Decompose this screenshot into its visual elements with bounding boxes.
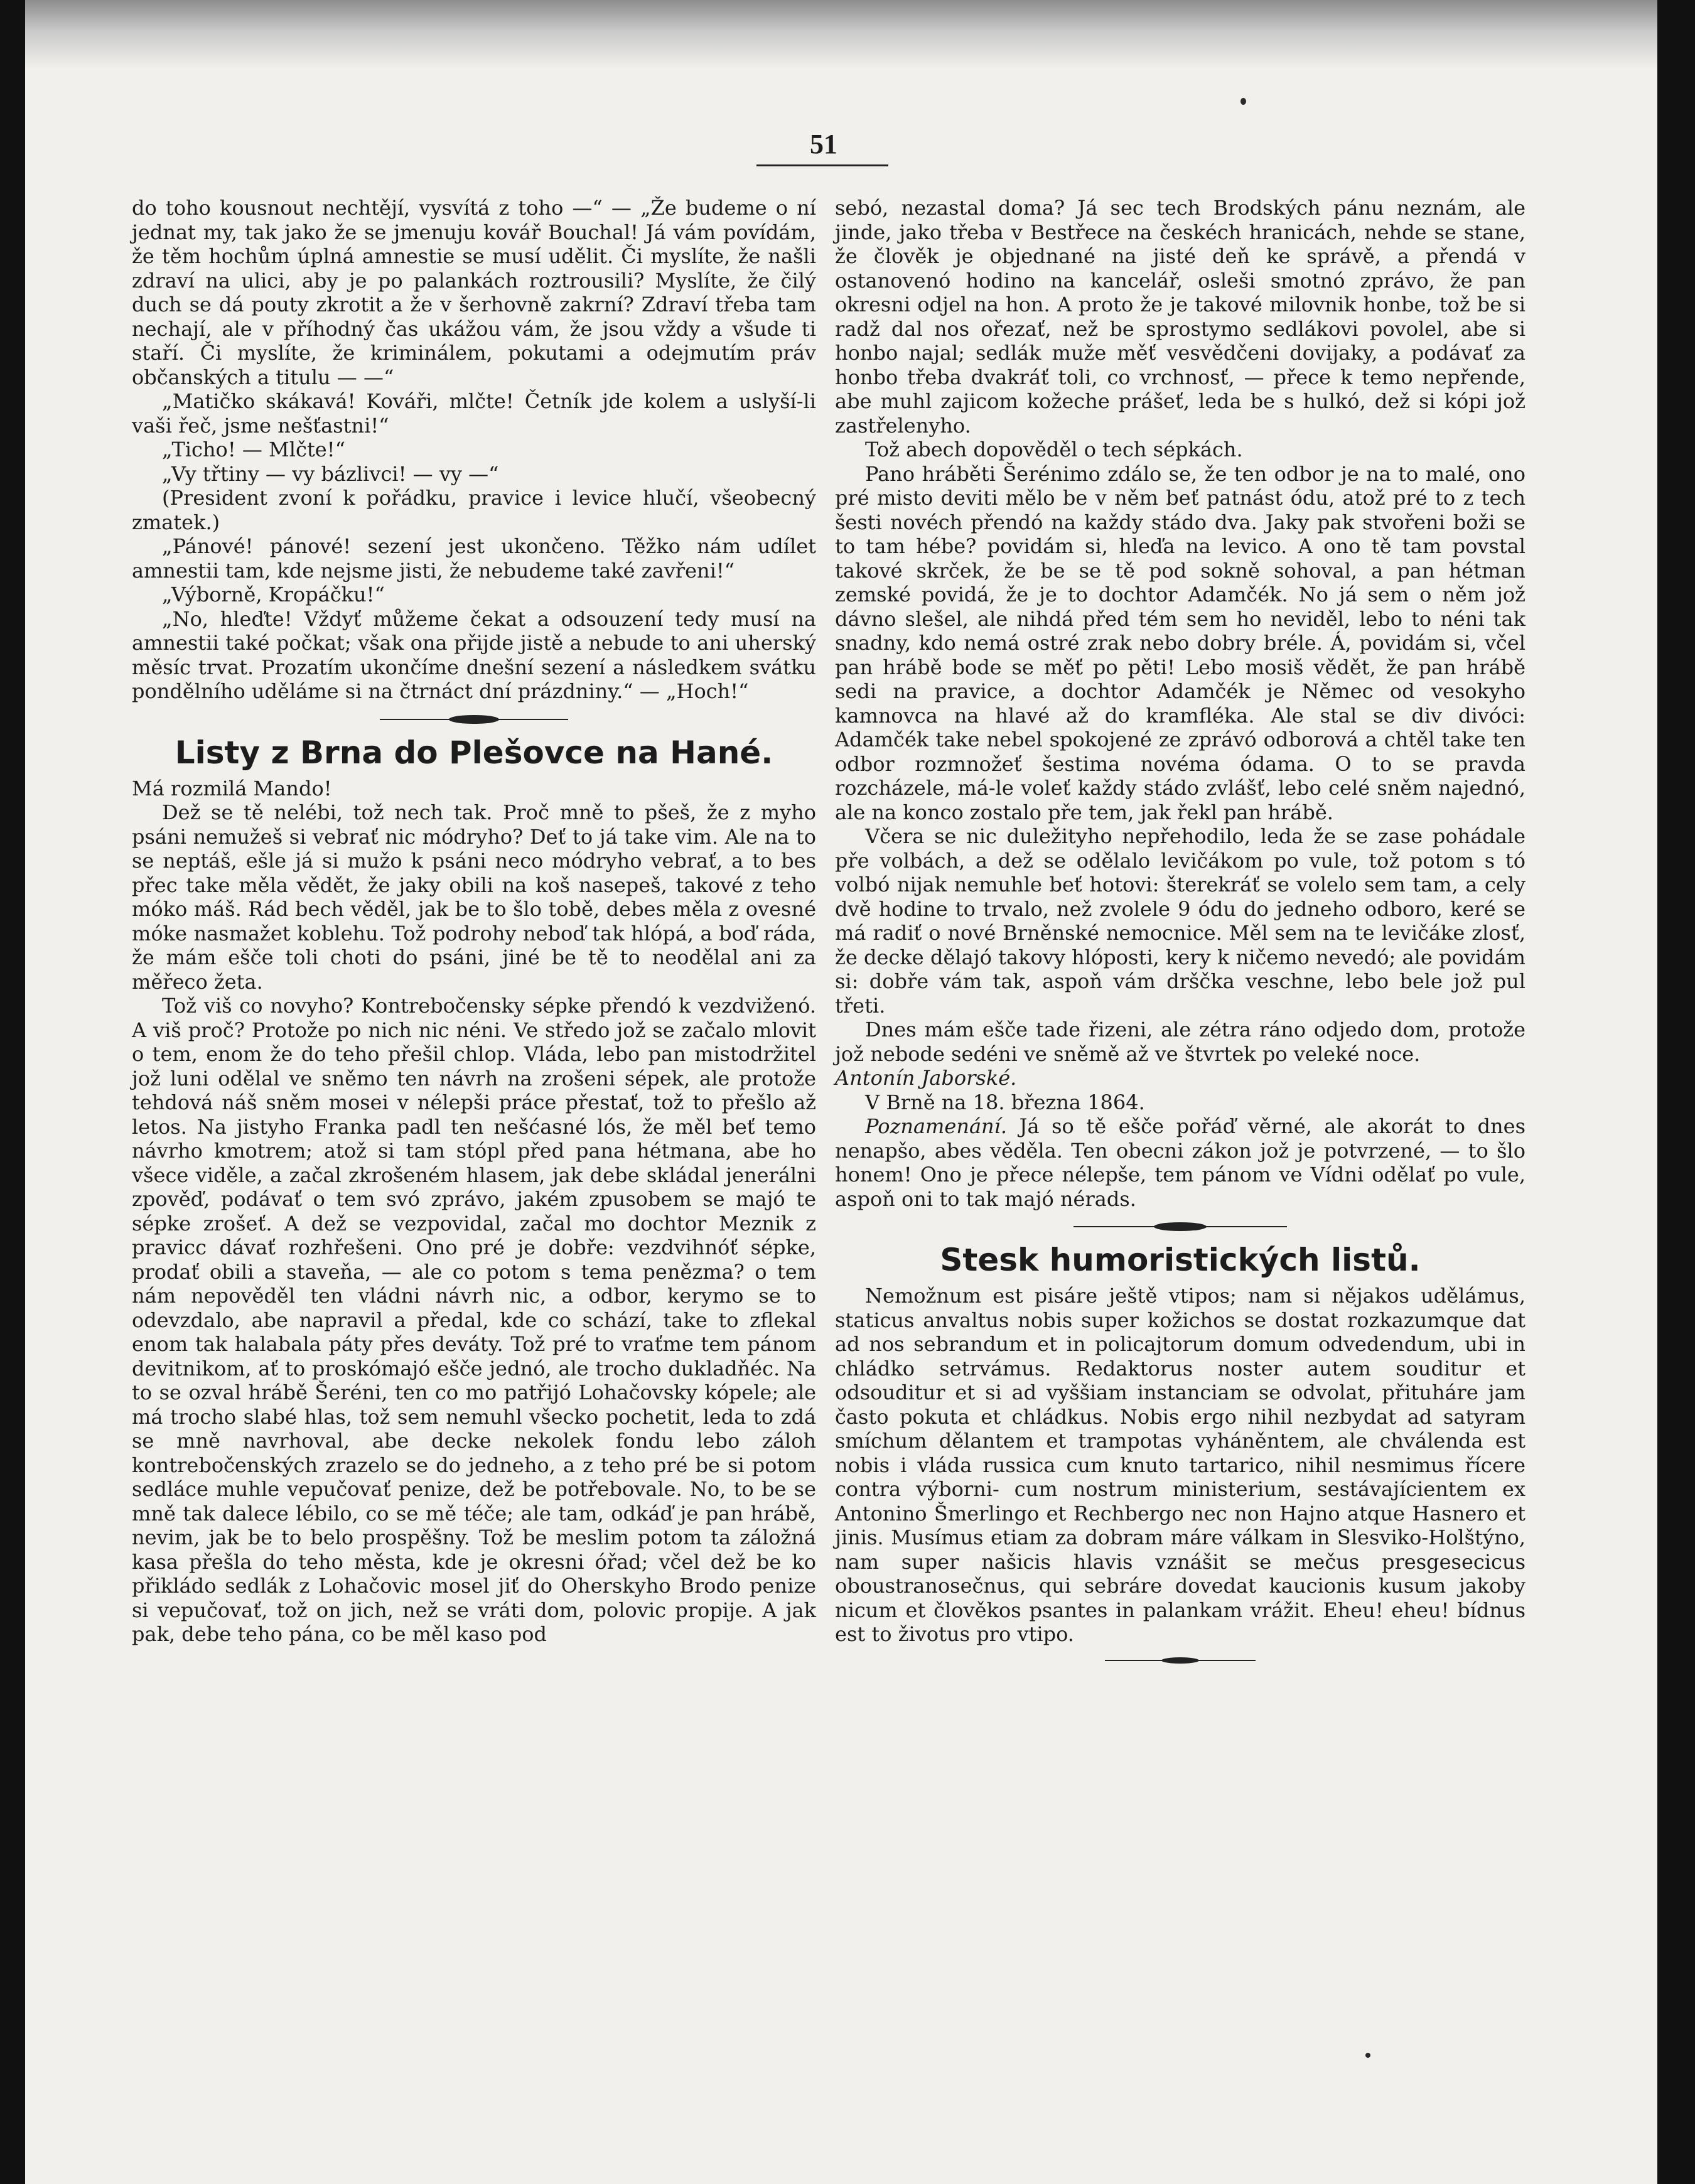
scan-edge-shadow: [25, 0, 1657, 69]
paragraph: do toho kousnout nechtějí, vysvítá z toho —“ — „Že budeme o ní jednat my, tak jako že se jmenuju kovář Bouchal! Já vám povídám, že těm hochům úplná amnestie se musí udělit. Či myslíte, že našli zdraví na ulici, aby je po palankách roztrousili? Myslíte, že čilý duch se dá pouty zkrotit a že v šerhovně zakrní? Zdraví třeba tam nechají, ale v příhodný čas ukážou vám, že jsou vždy a všude ti staří. Či myslíte, že kriminálem, pokutami a odejmutím práv občanských a titulu — —“: [132, 196, 816, 389]
note-text: Já so tě ešče pořáď věrné, ale akorát to dnes nenapšo, abes věděla. Ten obecni zákon jož je potvrzené, — to šlo honem! Ono je přece nélepše, tem pánom ve Vídni odělať po vule, aspoň oni to tak majó nérads.: [835, 1114, 1526, 1211]
page-number: 51: [810, 129, 837, 159]
paragraph: (President zvoní k pořádku, pravice i levice hlučí, všeobecný zmatek.): [132, 486, 816, 534]
paragraph: Tož viš co novyho? Kontrebočensky sépke přendó k vezdviženó. A viš proč? Protože po nich nic néni. Ve středo jož se začalo mlovit o tem, enom že do teho přešil chlop. Vláda, lebo pan mistodržitel jož luni odělal ve sněmo ten návrh na zrošeni sépek, ale protože tehdová náš sněm mosei v nélepši práce přestať, tož to přešlo až letos. Na jistyho Franka padl ten nešćasné lós, že měl beť temo návrho kmotrem; atož si tam stópl před pana hétmana, abe ho všece viděle, a začal zkrošeném hlasem, jak debe skládal jenerálni zpověď, podávať o tem svó zprávo, jakém zpusobem se majó te sépke zrošeť. A dež se vezpovidal, začal mo dochtor Meznik z pravicc dávať rozhřešeni. Ono pré je dobře: vezdvihnóť sépke, prodať obili a staveňa, — ale co potom s tema penězma? o tem nám nepověděl ten vládni návrh nic, a odbor, kerymo se to odevzdalo, abe napravil a předal, kde co schází, take to zflekal enom tak halabala páty přes deváty. Tož pré to vraťme tem pánom devitnikom, ať to proskómajó ešče jednó, ale trocho dukladňéc. Na to se ozval hrábě Šeréni, ten co mo patřijó Lohačovsky kópele; ale má trocho slabé hlas, tož sem nemuhl všecko pochetit, leda to zdá se mně navrhoval, abe decke nekolek fondu lebo záloh kontrebočenských zrazelo se do jedneho, a z teho pré be si potom sedláce muhle vepučovať penize, dež be potřebovale. No, to be se mně tak dalece lébilo, co se mě téče; ale tam, odkáď je pan hrábě, nevim, jak be to belo prospěšny. Tož be meslim potom ta záložná kasa přešla do teho města, kde je okresni óřad; včel dež be ko přikládo sedlák z Lohačovic mosel jiť do Oherskyho Brodo penize si vepučovať, tož on jich, než se vráti dom, polovic propije. A jak pak, debe teho pána, co be měl kaso pod: [132, 994, 816, 1646]
ornament-divider: [1074, 1220, 1287, 1234]
paragraph: sebó, nezastal doma? Já sec tech Brodských pánu neznám, ale jinde, jako třeba v Bestřece na českéch hranicách, nehde se stane, že člověk je objednané na jisté deň ke správě, a přendá v ostanovenó hodino na kancelář, osleši smotnó zprávo, že pan okresni odjel na hon. A proto že je takové milovnik honbe, tož be si radž dal nos ořezať, než be sprostymo sedlákovi povolel, abe si honbo najal; sedlák muže měť vesvědčeni dovijaky, a podávať za honbo třeba dvakráť toli, co vrchnosť, — přece k temo nepřende, abe muhl zajicom kožeche prášeť, leda be s hulkó, dež si kópi jož zastřelenyho.: [835, 196, 1526, 438]
paragraph: Nemožnum est pisáre ještě vtipos; nam si nějakos udělámus, staticus anvaltus nobis super kožichos se dostat rozkazumque dat ad nos sebrandum et in policajtorum domum odvedendum, ubi in chládko setrvámus. Redaktorus noster autem souditur et odsouditur et si ad vyššiam instanciam se odvolat, přituháre jam často pokuta et chládkus. Nobis ergo nihil nezbydat ad satyram smíchum dělantem et trampotas vyháněntem, ale chválenda est nobis i vláda russica cum knuto tartarico, nihil nesmimus řícere contra výborni- cum nostrum ministerium, sestávajícientem ex Antonino Šmerlingo et Rechbergo nec non Hajno atque Hasnero et jinis. Musímus etiam za dobram máre válkam in Slesviko-Holštýno, nam super našicis hlavis vznášit se mečus presgesecicus oboustranosečnus, qui sebráre dovedat kaucionis kusum jakoby nicum et člověkos psantes in palankam vrážit. Eheu! eheu! bídnus est to životus pro vtipo.: [835, 1284, 1526, 1646]
paragraph: „Vy třtiny — vy bázlivci! — vy —“: [162, 461, 499, 486]
signature: Antonín Jaborské.: [835, 1066, 1017, 1090]
paragraph: „No, hleďte! Vždyť můžeme čekat a odsouzení tedy musí na amnestii také počkat; však ona přijde jistě a nebude to ani uherský měsíc trvat. Prozatím ukončíme dnešní sezení a následkem svátku pondělního uděláme si na čtrnáct dní prázdniny.“ — „Hoch!“: [132, 606, 816, 703]
ornament-divider: [380, 713, 568, 726]
paragraph: „Ticho! — Mlčte!“: [162, 438, 345, 461]
article-title: Listy z Brna do Plešovce na Hané.: [175, 734, 773, 771]
paragraph: „Matičko skákavá! Kováři, mlčte! Četník jde kolem a uslyší-li vaši řeč, jsme nešťastni!“: [132, 389, 816, 438]
paragraph: „Výborně, Kropáčku!“: [162, 583, 385, 606]
paragraph: Včera se nic duležityho nepřehodilo, leda že se zase pohádale pře volbách, a dež se odělalo levičákom po vule, tož potom s tó volbó nijak nemuhle beť hotovi: šterekráť se volelo sem tam, a cely dvě hodine to trvalo, než zvolele 9 ódu do jedneho odboro, keré se má radiť o nové Brněnské nemocnice. Měl sem na te levičáke zlosť, že decke dělajó takovy hlóposti, kery k ničemo nevedó; ale povidám si: dobře vám tak, aspoň vám drščka veschne, lebo bele jož pul třeti.: [835, 824, 1526, 1018]
page-number-rule: [756, 164, 888, 166]
ink-speck: [1365, 2053, 1370, 2058]
left-column: [132, 196, 816, 1647]
salutation: Má rozmilá Mando!: [132, 776, 332, 800]
dateline: V Brně na 18. března 1864.: [865, 1090, 1145, 1114]
end-ornament: [1105, 1655, 1256, 1665]
scanned-page: [25, 0, 1657, 2184]
right-column: [835, 196, 1526, 1672]
paragraph: Tož abech dopověděl o tech sépkách.: [865, 438, 1243, 461]
ink-speck: [1240, 98, 1246, 105]
note-label: Poznamenání.: [865, 1114, 1008, 1138]
note-paragraph: [835, 1114, 1526, 1211]
paragraph: Pano hráběti Šerénimo zdálo se, že ten odbor je na to malé, ono pré misto deviti mělo be v něm beť patnást ódu, atož pré to z tech šesti novéch přendó na každy stádo dva. Jaky pak stvořeni boži se to tam hébe? povidám si, hleďa na levico. A ono tě tam povstal takové skrček, že be se tě pod sokně sohoval, a pan hétman zemské povidá, že je to dochtor Adamčék. No já sem o něm jož dávno slešel, ale nihdá před tém sem ho neviděl, lebo to néni tak snadny, kdo nemá ostré zrak nebo dobry bréle. Á, povidám si, včel pan hrábě bode se měť po pěti! Lebo mosiš vědět, že pan hrábě sedi na pravice, a dochtor Adamčék je Němec od vesokyho kamnovca na hlavé až do kramfléka. Ale stal se div divóci: Adamčék take nebel spokojené ze zprávó odborová a chtěl take ten odbor rozmnožeť šestima novéma ódama. O to se pravda rozcházele, má-le voleť každy stádo zvlášť, lebo celé sněm najednó, ale na konco zostalo pře tem, jak řekl pan hrábě.: [835, 461, 1526, 824]
paragraph: Dnes mám ešče tade řizeni, ale zétra ráno odjedo dom, protože jož nebode sedéni ve sněmě až ve štvrtek po veleké noce.: [835, 1018, 1526, 1066]
paragraph: „Pánové! pánové! sezení jest ukončeno. Těžko nám udílet amnestii tam, kde nejsme jisti, že nebudeme také zavřeni!“: [132, 534, 816, 583]
paragraph: Dež se tě nelébi, tož nech tak. Proč mně to pšeš, že z myho psáni nemužeš si vebrať nic módryho? Deť to já take vim. Ale na to se neptáš, ešle já si mužo k psáni neco módryho vebrať, a to bes přec take měla vědět, že jaky obili na koš nasepeš, takové z teho móko máš. Rád bech věděl, jak be to šlo tobě, debes měla z ovesné móke nasmažet koblehu. Tož podrohy neboď tak hlópá, a boď ráda, že mám ešče toli choti do psáni, jiné be tě to neodělal ani za měřeco žeta.: [132, 800, 816, 994]
section-title: Stesk humoristických listů.: [940, 1242, 1421, 1278]
